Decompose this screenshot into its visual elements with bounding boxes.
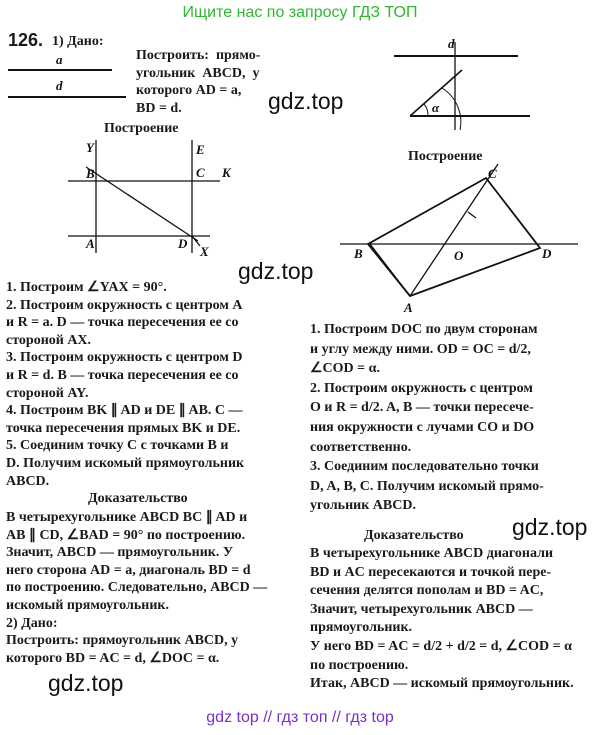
segment-a-label: a <box>56 52 63 67</box>
fig3-label-c: C <box>488 166 497 181</box>
diagonal-construction-figure <box>338 160 588 315</box>
right-proof-text: В четырехугольнике ABCD диагонали BD и AC пересекаются и точкой пере- сечения делятся пополам и BD = AC, Значит, четырехугольник ABCD — прямоугольник. У него BD = AC = d/2 + d/2 = d, ∠COD = α по построению. Итак, ABCD — искомый прямоугольник. <box>310 546 574 692</box>
left-proof-header: Доказательство <box>88 491 188 506</box>
fig3-label-b: B <box>354 246 363 261</box>
fig3-label-a: A <box>404 300 413 315</box>
watermark-3: gdz.top <box>512 514 588 540</box>
top-banner: Ищите нас по запросу ГДЗ ТОП <box>182 4 418 21</box>
rectangle-construction-figure <box>60 138 250 260</box>
given-segments <box>0 52 130 102</box>
problem-number: 126. <box>8 30 44 50</box>
fig3-label-d: D <box>542 246 552 261</box>
fig3-label-o: O <box>454 248 464 263</box>
right-steps-text: 1. Построим DOC по двум сторонам и углу между ними. OD = OC = d/2, ∠COD = α. 2. Построим окружность с центром O и R = d/2. A, B — точки пересече- ния окружности с лучами CO и DO соответственно. 3. Соединим последовательно точки D, A, B, C. Получим искомый прямо- угольник ABCD. <box>310 322 544 514</box>
fig1-label-k: K <box>222 165 231 180</box>
fig1-label-c: C <box>196 165 205 180</box>
left-construction-header: Построение <box>104 121 179 136</box>
given-title: 1) Дано: <box>52 34 104 49</box>
bottom-banner[interactable]: gdz top // гдз топ // гдз top <box>206 709 394 726</box>
watermark-2: gdz.top <box>238 258 314 284</box>
fig1-label-x: X <box>200 244 209 259</box>
right-proof-header: Доказательство <box>364 528 464 543</box>
task-text: Построить: прямо- угольник ABCD, у которого AD = a, BD = d. <box>136 48 261 116</box>
given-angle-figure <box>380 30 580 140</box>
watermark-1: gdz.top <box>268 88 344 114</box>
left-proof-text: В четырехугольнике ABCD BC ∥ AD и AB ∥ CD, ∠BAD = 90° по построению. Значит, ABCD — прямоугольник. У него сторона AD = a, диагональ BD = d по построению. Следовательно, ABCD — искомый прямоугольник. 2) Дано: Построить: прямоугольник ABCD, у которого BD = AC = d, ∠DOC = α. <box>6 510 268 666</box>
fig1-label-a: A <box>86 236 95 251</box>
segment-d-label: d <box>56 78 63 93</box>
fig1-label-y: Y <box>86 140 94 155</box>
fig2-label-d: d <box>448 36 455 51</box>
watermark-4: gdz.top <box>48 670 124 696</box>
fig1-label-e: E <box>196 142 205 157</box>
left-steps-text: 1. Построим ∠YAX = 90°. 2. Построим окружность с центром A и R = a. D — точка пересечения ее со стороной AX. 3. Построим окружность с центром D и R = d. B — точка пересечения ее со стороной AY. 4. Построим BK ∥ AD и DE ∥ AB. C — точка пересечения прямых BK и DE. 5. Соединим точку C с точками B и D. Получим искомый прямоугольник ABCD. <box>6 280 245 489</box>
right-construction-header: Построение <box>408 149 483 164</box>
fig1-label-b: B <box>86 166 95 181</box>
fig2-label-alpha: α <box>432 100 440 115</box>
fig1-label-d: D <box>178 236 188 251</box>
